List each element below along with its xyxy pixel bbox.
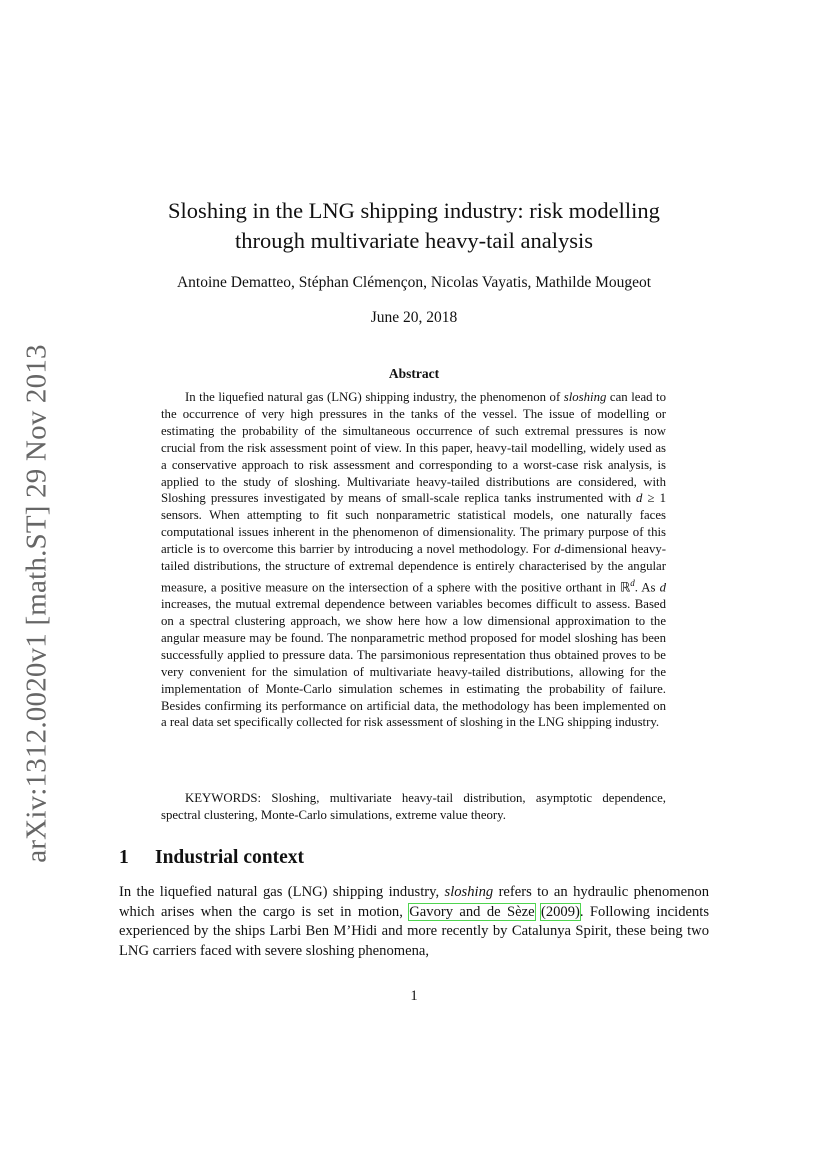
arxiv-identifier: arXiv:1312.0020v1 [math.ST] 29 Nov 2013 <box>20 343 53 863</box>
section-paragraph: In the liquefied natural gas (LNG) shipping industry, sloshing refers to an hydraulic phenomenon which arises when the cargo is set in motion, Gavory and de Sèze (2009). Following incidents experienced by the ships Larbi Ben M’Hidi and more recently by Catalunya Spirit, these being two LNG carriers faced with severe sloshing phenomena, <box>119 884 710 960</box>
arxiv-side-label-container <box>12 343 62 863</box>
citation-link-year[interactable]: (2009) <box>540 903 580 920</box>
publication-date: June 20, 2018 <box>370 309 458 326</box>
abstract-text: In the liquefied natural gas (LNG) shipping industry, the phenomenon of sloshing can lead to the occurrence of very high pressures in the tanks of the vessel. The issue of modelling or estimating the probability of the simultaneous occurrence of such extremal pressures is now crucial from the risk assessment point of view. In this paper, heavy-tail modelling, widely used as a conservative approach to risk assessment and corresponding to a worst-case risk analysis, is applied to the study of sloshing. Multivariate heavy-tailed distributions are considered, with Sloshing pressures investigated by means of small-scale replica tanks instrumented with d ≥ 1 sensors. When attempting to fit such nonparametric statistical models, one naturally faces computational issues inherent in the phenomenon of dimensionality. The primary purpose of this article is to overcome this barrier by introducing a novel methodology. For d-dimensional heavy-tailed distributions, the structure of extremal dependence is entirely characterised by the angular measure, a positive measure on the intersection of a sphere with the positive orthant in ℝ$^d$. As d increases, the mutual extremal dependence between variables becomes difficult to assess. Based on a spectral clustering approach, we show here how a low dimensional approximation to the angular measure may be found. The nonparametric method proposed for model sloshing has been successfully applied to pressure data. The parsimonious representation thus obtained proves to be very convenient for the simulation of multivariate heavy-tailed distributions, allowing for the implementation of Monte-Carlo simulation schemes in estimating the probability of failure. Besides confirming its performance on artificial data, the methodology has been implemented on a real data set specifically collected for risk assessment of sloshing in the LNG shipping industry. <box>161 390 667 730</box>
math-superscript: d <box>630 577 635 588</box>
emphasis: sloshing <box>444 884 494 900</box>
section-title: Industrial context <box>155 847 304 868</box>
section-heading <box>119 847 304 869</box>
citation-link-authors[interactable]: Gavory and de Sèze <box>409 903 535 920</box>
section-number: 1 <box>119 847 129 868</box>
math-variable: d <box>554 542 561 557</box>
author-list: Antoine Dematteo, Stéphan Clémençon, Nicolas Vayatis, Mathilde Mougeot <box>176 274 652 291</box>
keywords: KEYWORDS: Sloshing, multivariate heavy-tail distribution, asymptotic dependence, spectral clustering, Monte-Carlo simulations, extreme value theory. <box>161 791 666 822</box>
math-variable: d <box>659 580 666 595</box>
emphasis: sloshing <box>563 390 607 404</box>
page-number: 1 <box>410 988 418 1004</box>
math-variable: d <box>636 491 643 506</box>
title-line-1: Sloshing in the LNG shipping industry: risk modelling <box>168 198 660 223</box>
title-line-2: through multivariate heavy-tail analysis <box>234 228 594 253</box>
abstract-heading: Abstract <box>388 366 440 381</box>
paper-title <box>100 196 728 256</box>
